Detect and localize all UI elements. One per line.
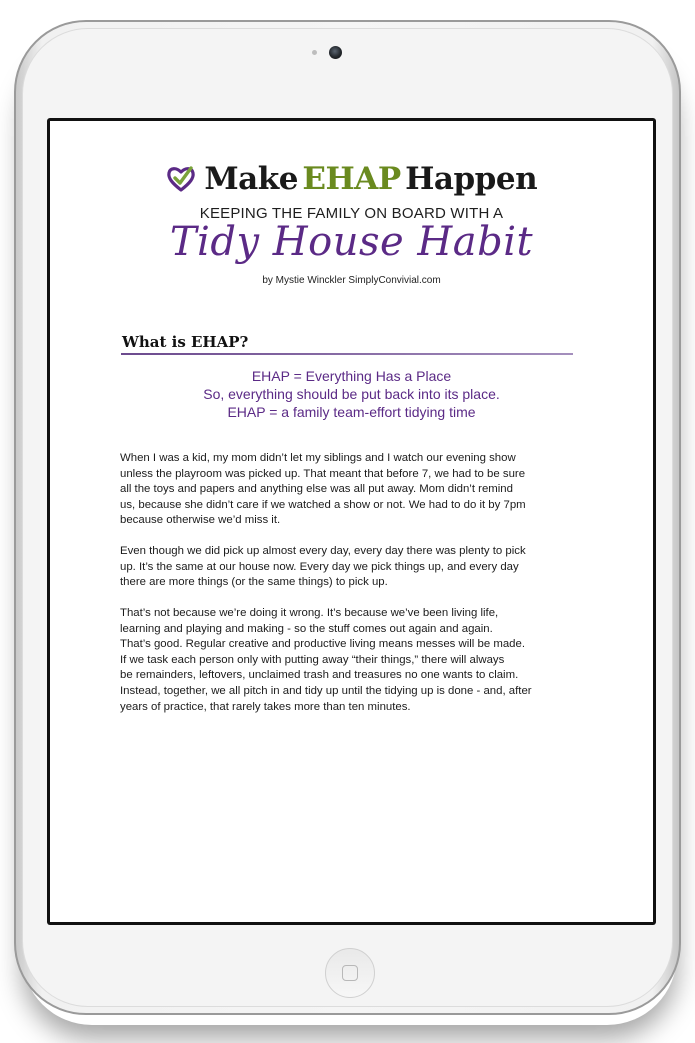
paragraph-line: learning and playing and making - so the stuff comes out again and again.	[120, 622, 493, 635]
paragraph-line: there are more things (or the same things) to pick up.	[120, 576, 388, 589]
definition-line: EHAP = a family team-effort tidying time	[227, 404, 476, 420]
paragraph-2	[120, 544, 580, 591]
light-sensor	[312, 50, 317, 55]
paragraph-line: up. It’s the same at our house now. Every day we pick things up, and every day	[120, 560, 519, 573]
section-heading: What is EHAP?	[122, 333, 249, 351]
author-byline: by Mystie Winckler SimplyConvivial.com	[262, 275, 441, 286]
front-camera-icon	[329, 46, 342, 59]
home-square-icon	[342, 965, 358, 981]
paragraph-line: When I was a kid, my mom didn’t let my siblings and I watch our evening show	[120, 452, 516, 464]
document-subtitle: KEEPING THE FAMILY ON BOARD WITH A	[199, 205, 504, 222]
paragraph-line: because otherwise we’d miss it.	[120, 514, 281, 527]
paragraph-line: Instead, together, we all pitch in and tidy up until the tidying up is done - and, after	[120, 684, 532, 697]
ehap-definition	[50, 367, 653, 421]
paragraph-line: That’s good. Regular creative and productive living means messes will be made.	[120, 638, 525, 651]
paragraph-line: all the toys and papers and anything else was all put away. Mom didn’t remind	[120, 483, 513, 496]
paragraph-1	[120, 451, 580, 529]
paragraph-3	[120, 606, 580, 715]
heart-check-icon	[166, 165, 196, 198]
definition-line: EHAP = Everything Has a Place	[251, 368, 452, 384]
paragraph-line: That’s not because we’re doing it wrong. It’s because we’ve been living life,	[120, 607, 499, 619]
paragraph-line: years of practice, that rarely takes more than ten minutes.	[120, 700, 411, 713]
section-divider	[121, 353, 573, 355]
title-text-make: Make	[204, 161, 298, 197]
title-text-ehap: EHAP	[302, 161, 401, 197]
title-text-happen: Happen	[405, 161, 538, 197]
paragraph-line: be remainders, leftovers, unclaimed trash and treasures no one wants to claim.	[120, 669, 519, 682]
paragraph-line: Even though we did pick up almost every day, every day there was plenty to pick	[120, 545, 526, 557]
paragraph-line: unless the playroom was picked up. That meant that before 7, we had to be sure	[120, 467, 526, 480]
definition-line: So, everything should be put back into its place.	[203, 386, 500, 402]
document-screen[interactable]	[50, 121, 653, 922]
paragraph-line: If we task each person only with putting away “their things,” there will always	[120, 653, 505, 666]
paragraph-line: us, because she didn’t care if we watched a show or not. We had to do it by 7pm	[120, 498, 526, 511]
home-button-icon[interactable]	[325, 948, 375, 998]
script-title: Tidy House Habit	[169, 219, 534, 265]
document-title	[50, 161, 653, 198]
